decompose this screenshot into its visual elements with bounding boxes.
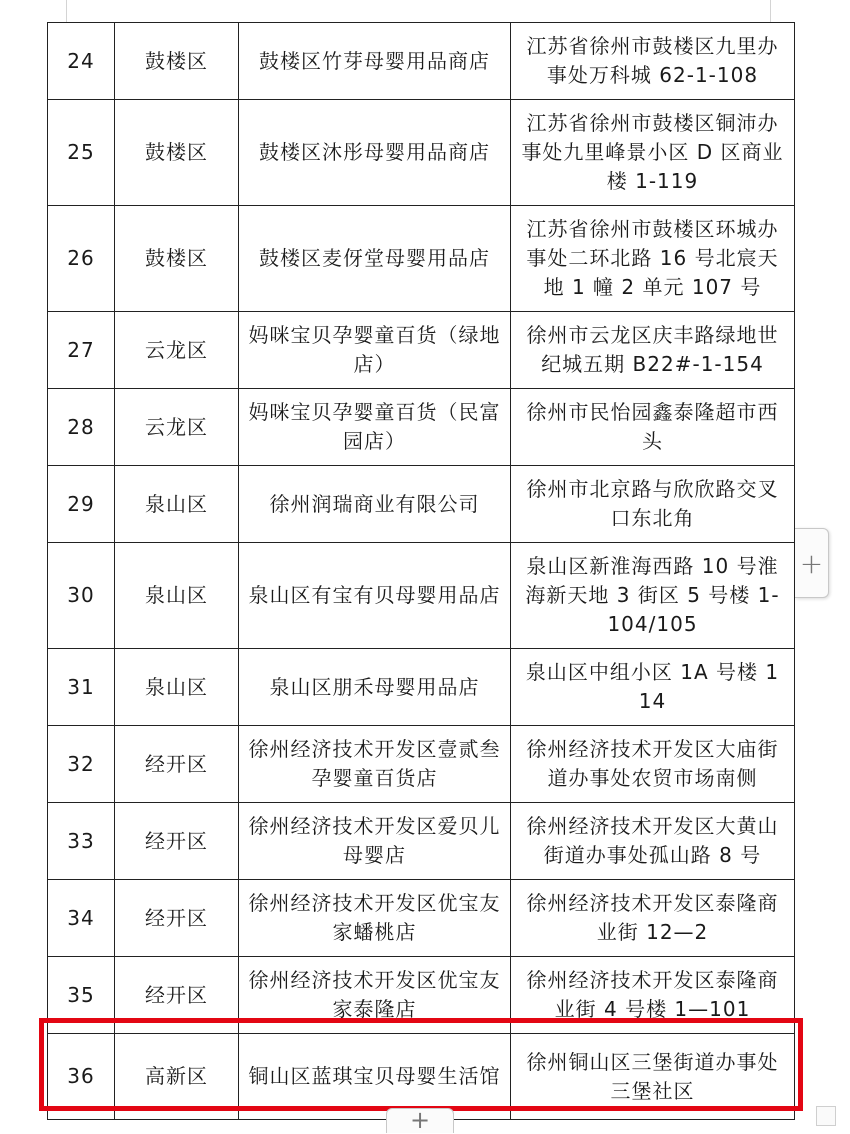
district-cell: 高新区 (115, 1034, 239, 1120)
add-column-button[interactable] (795, 528, 829, 598)
table-row (48, 649, 795, 726)
address-cell: 徐州经济技术开发区大庙街道办事处农贸市场南侧 (511, 726, 795, 803)
table-row (48, 726, 795, 803)
address-cell: 江苏省徐州市鼓楼区九里办事处万科城 62-1-108 (511, 23, 795, 100)
district-cell: 鼓楼区 (115, 206, 239, 312)
table-row (48, 543, 795, 649)
row-number-cell: 28 (48, 389, 115, 466)
table-row (48, 389, 795, 466)
store-name-cell: 泉山区朋禾母婴用品店 (239, 649, 511, 726)
row-number-cell: 26 (48, 206, 115, 312)
store-name-cell: 鼓楼区竹芽母婴用品商店 (239, 23, 511, 100)
district-cell: 泉山区 (115, 543, 239, 649)
plus-icon: + (409, 1106, 431, 1134)
store-name-cell: 铜山区蓝琪宝贝母婴生活馆 (239, 1034, 511, 1120)
page-edge-right (770, 0, 771, 22)
address-cell: 泉山区中组小区 1A 号楼 114 (511, 649, 795, 726)
district-cell: 经开区 (115, 803, 239, 880)
store-name-cell: 妈咪宝贝孕婴童百货（民富园店） (239, 389, 511, 466)
address-cell: 江苏省徐州市鼓楼区铜沛办事处九里峰景小区 D 区商业楼 1-119 (511, 100, 795, 206)
address-cell: 徐州铜山区三堡街道办事处三堡社区 (511, 1034, 795, 1120)
store-name-cell: 徐州润瑞商业有限公司 (239, 466, 511, 543)
row-number-cell: 35 (48, 957, 115, 1034)
store-name-cell: 徐州经济技术开发区优宝友家泰隆店 (239, 957, 511, 1034)
row-number-cell: 31 (48, 649, 115, 726)
store-table (47, 22, 795, 1120)
district-cell: 经开区 (115, 880, 239, 957)
row-number-cell: 29 (48, 466, 115, 543)
store-name-cell: 妈咪宝贝孕婴童百货（绿地店） (239, 312, 511, 389)
table-row (48, 957, 795, 1034)
district-cell: 泉山区 (115, 649, 239, 726)
plus-icon: + (799, 546, 824, 580)
row-number-cell: 34 (48, 880, 115, 957)
address-cell: 徐州市云龙区庆丰路绿地世纪城五期 B22#-1-154 (511, 312, 795, 389)
district-cell: 云龙区 (115, 312, 239, 389)
table-row (48, 23, 795, 100)
table-row (48, 312, 795, 389)
district-cell: 鼓楼区 (115, 100, 239, 206)
row-number-cell: 27 (48, 312, 115, 389)
table-row (48, 803, 795, 880)
page-edge-left (66, 0, 67, 22)
address-cell: 徐州经济技术开发区泰隆商业街 12—2 (511, 880, 795, 957)
row-number-cell: 30 (48, 543, 115, 649)
table-row (48, 466, 795, 543)
address-cell: 江苏省徐州市鼓楼区环城办事处二环北路 16 号北宸天地 1 幢 2 单元 107 号 (511, 206, 795, 312)
district-cell: 经开区 (115, 957, 239, 1034)
store-name-cell: 徐州经济技术开发区壹贰叁孕婴童百货店 (239, 726, 511, 803)
district-cell: 鼓楼区 (115, 23, 239, 100)
address-cell: 徐州经济技术开发区泰隆商业街 4 号楼 1—101 (511, 957, 795, 1034)
table-row (48, 100, 795, 206)
row-number-cell: 25 (48, 100, 115, 206)
store-name-cell: 徐州经济技术开发区优宝友家蟠桃店 (239, 880, 511, 957)
store-name-cell: 鼓楼区沐彤母婴用品商店 (239, 100, 511, 206)
resize-handle[interactable] (816, 1106, 836, 1126)
table-row (48, 206, 795, 312)
store-name-cell: 徐州经济技术开发区爱贝儿母婴店 (239, 803, 511, 880)
address-cell: 徐州经济技术开发区大黄山街道办事处孤山路 8 号 (511, 803, 795, 880)
row-number-cell: 33 (48, 803, 115, 880)
address-cell: 徐州市北京路与欣欣路交叉口东北角 (511, 466, 795, 543)
row-number-cell: 32 (48, 726, 115, 803)
table-row (48, 880, 795, 957)
address-cell: 泉山区新淮海西路 10 号淮海新天地 3 街区 5 号楼 1-104/105 (511, 543, 795, 649)
address-cell: 徐州市民怡园鑫泰隆超市西头 (511, 389, 795, 466)
district-cell: 云龙区 (115, 389, 239, 466)
district-cell: 泉山区 (115, 466, 239, 543)
store-name-cell: 鼓楼区麦伢堂母婴用品店 (239, 206, 511, 312)
row-number-cell: 24 (48, 23, 115, 100)
add-row-button[interactable] (386, 1108, 454, 1133)
district-cell: 经开区 (115, 726, 239, 803)
store-name-cell: 泉山区有宝有贝母婴用品店 (239, 543, 511, 649)
row-number-cell: 36 (48, 1034, 115, 1120)
